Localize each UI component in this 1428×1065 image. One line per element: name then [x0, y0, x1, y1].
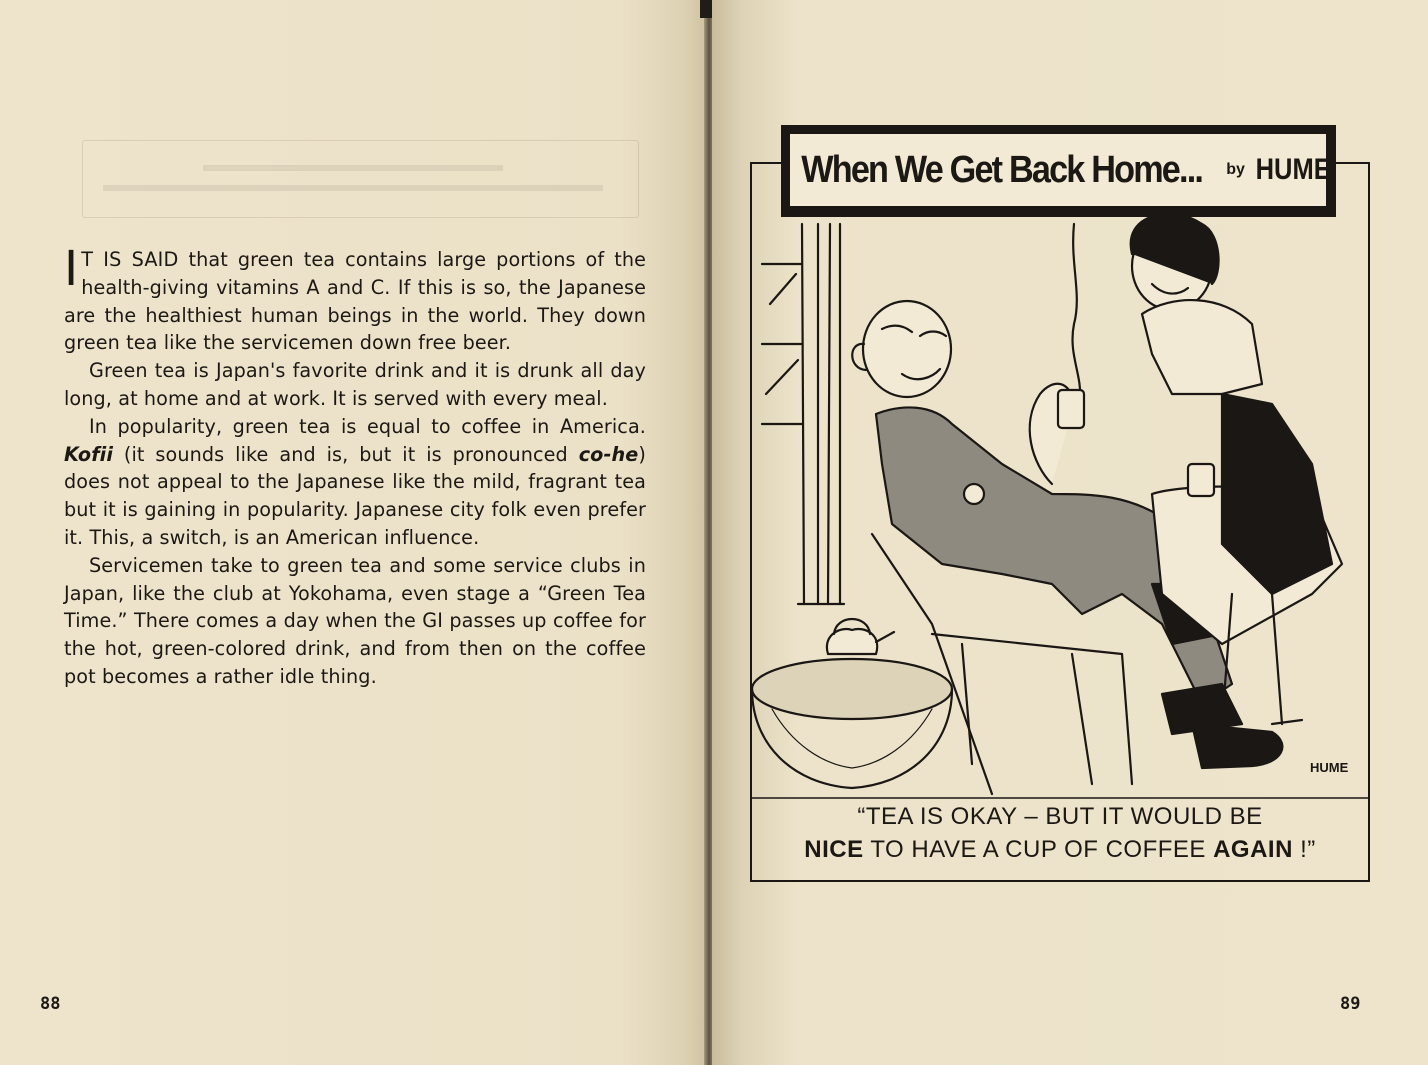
kettle-drawing [827, 619, 894, 654]
paragraph-text: Green tea is Japan's favorite drink and it is drunk all day long, at home and at work. It is served with every meal. [64, 359, 646, 410]
cartoon-byline: by [1226, 161, 1245, 178]
paragraph-1 [64, 241, 646, 357]
paragraph-text: Servicemen take to green tea and some service clubs in Japan, like the club at Yokohama, even stage a “Green Tea Time.” There comes a day when the GI passes up coffee for the hot, green-colored drink, and from then on the coffee pot becomes a rather idle thing. [64, 553, 646, 688]
woman-drawing [1131, 214, 1332, 724]
artist-signature: HUME [1310, 760, 1349, 775]
cartoon-illustration [752, 164, 1368, 800]
steam-drawing [1072, 224, 1080, 399]
left-page [0, 0, 706, 1065]
show-through-line [103, 185, 603, 191]
drop-cap: I [64, 241, 79, 297]
paragraph-4 [64, 552, 646, 691]
caption-emphasis-again: AGAIN [1213, 836, 1293, 863]
show-through-text [82, 140, 639, 218]
show-through-line [203, 165, 503, 171]
caption-text: TO HAVE A CUP OF COFFEE [863, 836, 1214, 863]
paragraph-text: ) does not appeal to the Japanese like the mild, fragrant tea but it is gaining in popularity. Japanese city folk even prefer it. This, a switch, is an American influence. [64, 442, 646, 549]
page-number-right: 89 [1340, 994, 1361, 1014]
cartoon-author: HUME [1255, 153, 1331, 186]
cartoon-caption [760, 800, 1360, 866]
caption-line-1: “TEA IS OKAY – BUT IT WOULD BE [857, 803, 1263, 830]
paragraph-text: In popularity, green tea is equal to coffee in America. [89, 414, 646, 438]
cartoon-title: When We Get Back Home... [801, 148, 1202, 191]
lead-in: T IS SAID [81, 248, 179, 271]
paragraph-text: that green tea contains large portions of the health-giving vitamins A and C. If this is so, the Japanese are the healthiest human beings in the world. They down green tea like the servicemen down free beer. [64, 248, 646, 355]
caption-text: !” [1292, 836, 1316, 863]
caption-line-2 [760, 833, 1360, 866]
term-co-he: co-he [578, 442, 639, 466]
caption-emphasis-nice: NICE [804, 836, 864, 863]
hibachi-drawing [752, 659, 952, 788]
term-kofii: Kofii [64, 442, 114, 466]
cartoon-title-box [788, 132, 1331, 208]
article-body [64, 241, 646, 691]
curtain-drawing [798, 224, 844, 604]
paragraph-3 [64, 413, 646, 552]
page-number-left: 88 [40, 994, 61, 1014]
paragraph-text: (it sounds like and is, but it is pronounced [113, 442, 579, 466]
window-drawing [762, 264, 802, 424]
paragraph-2 [64, 357, 646, 413]
